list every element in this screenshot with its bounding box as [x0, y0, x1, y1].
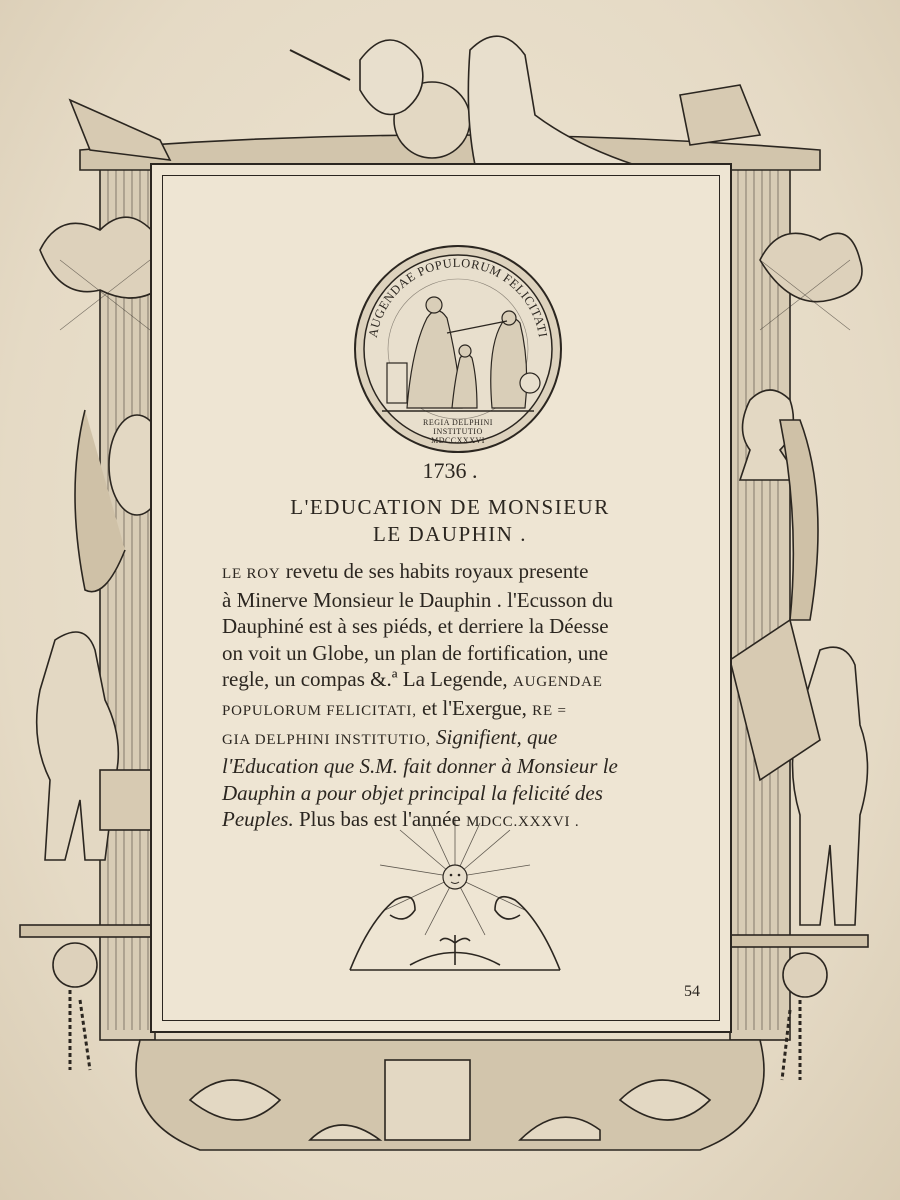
medal-legend: AUGENDAE POPULORUM FELICITATI: [365, 255, 551, 339]
description-smallcaps: MDCC.XXXVI .: [466, 813, 580, 830]
description-line: à Minerve Monsieur le Dauphin . l'Ecusson du: [222, 588, 614, 613]
description-text: regle, un compas &.ª La Legende,: [222, 666, 513, 691]
description-line: [222, 666, 692, 695]
description-line: on voit un Globe, un plan de fortification, une: [222, 640, 609, 665]
description-line: Dauphin a pour objet principal la felicité des: [222, 780, 603, 805]
description-line: [222, 558, 692, 587]
description-line: [222, 695, 692, 724]
page-number: 54: [684, 983, 700, 1000]
medal-exergue-line-3: MDCCXXXVI: [431, 436, 485, 445]
description-line: Dauphiné est à ses piéds, et derriere la Déesse: [222, 614, 609, 639]
medal-illustration: [352, 243, 564, 455]
medal-exergue-line-2: INSTITUTIO: [433, 427, 483, 436]
description-smallcaps: GIA DELPHINI INSTITUTIO,: [222, 732, 431, 749]
description-text: revetu de ses habits royaux presente: [280, 559, 589, 583]
plate-year: 1736 .: [422, 458, 478, 483]
plate-description: [222, 558, 692, 835]
description-smallcaps: LE ROY: [222, 566, 281, 582]
description-italic: Signifient, que: [430, 725, 558, 750]
description-text: et l'Exergue,: [416, 696, 533, 721]
description-smallcaps: POPULORUM FELICITATI,: [222, 703, 417, 720]
medal-exergue-line-1: REGIA DELPHINI: [423, 418, 493, 427]
description-line: l'Education que S.M. fait donner à Monsieur le: [222, 754, 618, 779]
sun-vignette: [340, 815, 570, 985]
description-line: [222, 724, 692, 753]
description-italic: Peuples.: [222, 806, 294, 831]
description-smallcaps: AUGENDAE: [512, 673, 603, 690]
plate-title-line-1: L'EDUCATION DE MONSIEUR: [290, 495, 610, 519]
description-smallcaps: RE =: [532, 703, 567, 720]
description-text: Plus bas est l'année: [293, 806, 467, 831]
plate-title-line-2: LE DAUPHIN .: [373, 522, 527, 546]
